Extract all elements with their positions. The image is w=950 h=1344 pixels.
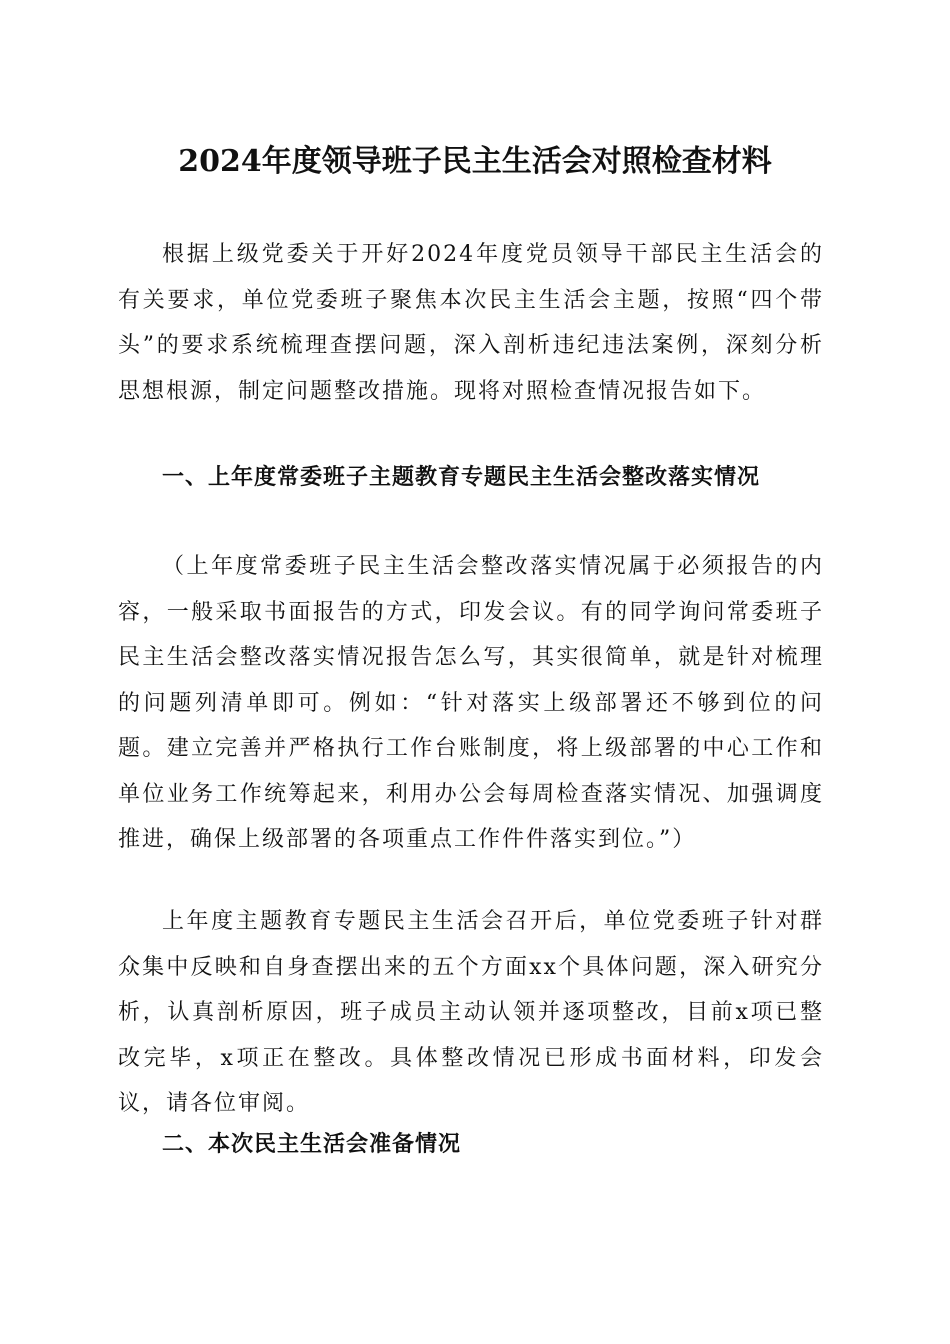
- intro-paragraph: 根据上级党委关于开好2024年度党员领导干部民主生活会的有关要求，单位党委班子聚焦本次民主生活会主题，按照“四个带头”的要求系统梳理查摆问题，深入剖析违纪违法案例，深刻分析思想根源，制定问题整改措施。现将对照检查情况报告如下。: [118, 242, 824, 404]
- section-heading-two: 二、本次民主生活会准备情况: [162, 1132, 462, 1157]
- note-paragraph: （上年度常委班子民主生活会整改落实情况属于必须报告的内容，一般采取书面报告的方式，印发会议。有的同学询问常委班子民主生活会整改落实情况报告怎么写，其实很简单，就是针对梳理的问题列清单即可。例如：“针对落实上级部署还不够到位的问题。建立完善并严格执行工作台账制度，将上级部署的中心工作和单位业务工作统筹起来，利用办公会每周检查落实情况、加强调度推进，确保上级部署的各项重点工作件件落实到位。”）: [118, 554, 824, 852]
- section-heading-one: 一、上年度常委班子主题教育专题民主生活会整改落实情况: [162, 465, 761, 490]
- document-title: 2024年度领导班子民主生活会对照检查材料: [178, 144, 772, 179]
- rectification-progress-paragraph: 上年度主题教育专题民主生活会召开后，单位党委班子针对群众集中反映和自身查摆出来的五个方面xx个具体问题，深入研究分析，认真剖析原因，班子成员主动认领并逐项整改，目前x项已整改完毕，x项正在整改。具体整改情况已形成书面材料，印发会议，请各位审阅。: [118, 909, 824, 1116]
